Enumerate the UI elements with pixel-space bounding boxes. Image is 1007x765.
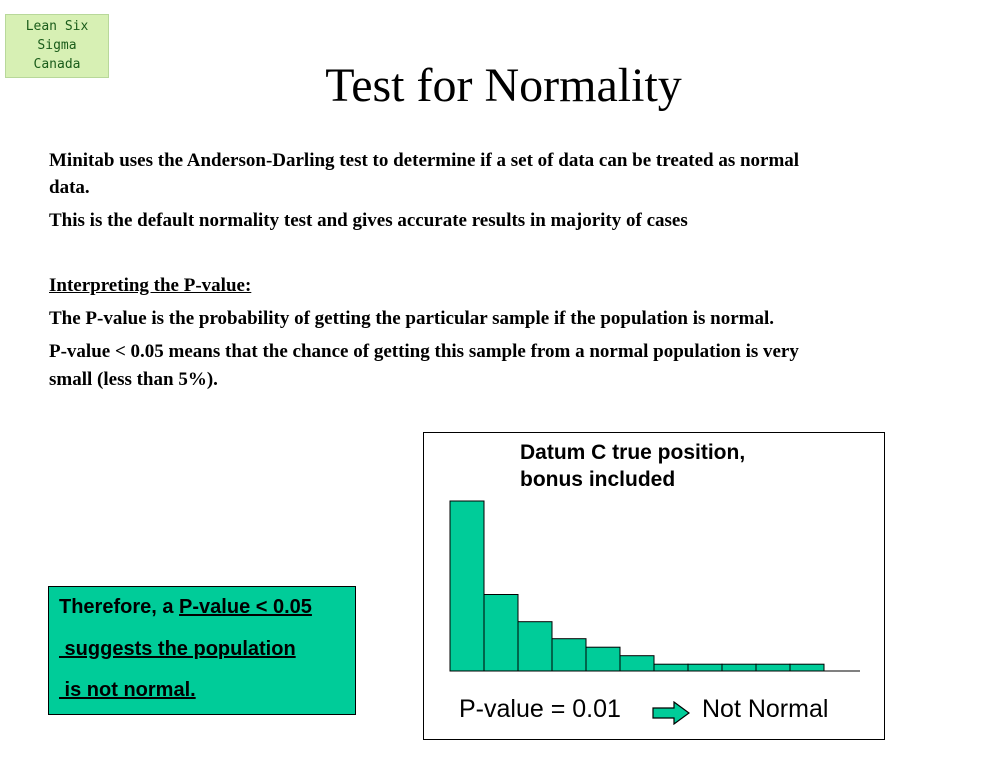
conclusion-text-b: P-value < 0.05: [179, 596, 312, 618]
conclusion-line-2: suggests the population: [59, 638, 296, 660]
histogram-chart: [423, 432, 885, 740]
histogram-plot: [424, 433, 884, 739]
histogram-bar: [756, 664, 790, 671]
right-arrow-icon: [652, 701, 690, 725]
conclusion-box: [48, 586, 356, 715]
interpret-line-1: The P-value is the probability of getting the particular sample if the population is normal.: [49, 308, 775, 329]
histogram-bar: [654, 664, 688, 671]
chart-title-line-1: Datum C true position,: [520, 441, 746, 464]
interpret-line-3: small (less than 5%).: [49, 369, 218, 390]
interpret-heading: Interpreting the P-value:: [49, 275, 252, 296]
logo-line-2: Sigma: [37, 38, 77, 53]
logo-line-3: Canada: [33, 57, 81, 72]
intro-line-1: Minitab uses the Anderson-Darling test to determine if a set of data can be treated as normal: [49, 150, 800, 171]
intro-line-2: data.: [49, 177, 90, 198]
conclusion-line-3: is not normal.: [59, 679, 196, 701]
histogram-bar: [620, 656, 654, 671]
histogram-bar: [450, 501, 484, 671]
interpret-line-2: P-value < 0.05 means that the chance of getting this sample from a normal population is very: [49, 341, 799, 362]
pvalue-text: P-value = 0.01: [459, 695, 621, 723]
slide-title: Test for Normality: [325, 59, 682, 112]
logo-line-1: Lean Six: [25, 19, 89, 34]
verdict-text: Not Normal: [702, 695, 829, 723]
conclusion-line-1: [59, 596, 312, 619]
histogram-bar: [586, 647, 620, 671]
chart-title-line-2: bonus included: [520, 468, 676, 491]
histogram-bar: [722, 664, 756, 671]
intro-line-3: This is the default normality test and gives accurate results in majority of cases: [49, 210, 688, 231]
histogram-bar: [790, 664, 824, 671]
conclusion-text-a: Therefore, a: [59, 596, 180, 618]
histogram-bar: [552, 639, 586, 671]
histogram-bar: [518, 622, 552, 671]
histogram-bar: [688, 664, 722, 671]
histogram-bar: [484, 595, 518, 672]
